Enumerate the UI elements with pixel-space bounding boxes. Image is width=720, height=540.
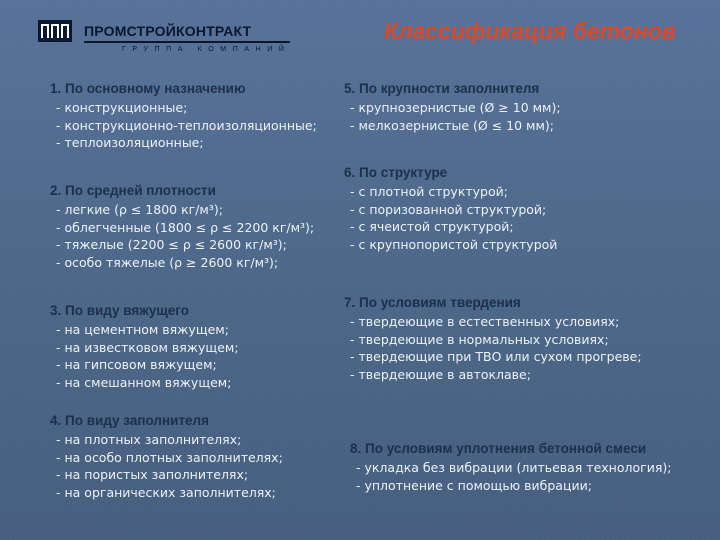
list-item: - с плотной структурой; — [350, 184, 508, 199]
logo-mark-icon — [38, 20, 72, 42]
section-structure — [344, 164, 720, 253]
section-density — [50, 182, 340, 271]
list-item: - с ячеистой структурой; — [350, 219, 514, 235]
list-item: - твердеющие при ТВО или сухом прогреве; — [350, 349, 642, 365]
list-item: - на органических заполнителях; — [56, 484, 276, 500]
section-heading: 4. По виду заполнителя — [50, 413, 210, 428]
list-item: - конструкционно-теплоизоляционные; — [56, 117, 317, 133]
list-item: - тяжелые (2200 ≤ ρ ≤ 2600 кг/м³); — [56, 237, 287, 253]
section-purpose — [50, 80, 340, 152]
slide-title: Классификация бетонов — [384, 18, 676, 44]
list-item: - крупнозернистые (Ø ≥ 10 мм); — [350, 100, 561, 115]
section-heading: 3. По виду вяжущего — [50, 303, 189, 318]
list-item: - укладка без вибрации (литьевая технология); — [356, 460, 672, 475]
list-item: - мелкозернистые (Ø ≤ 10 мм); — [350, 117, 555, 133]
section-heading: 1. По основному назначению — [50, 81, 246, 96]
list-item: - теплоизоляционные; — [56, 135, 204, 151]
logo-subtitle: ГРУППА КОМПАНИЙ — [122, 46, 291, 53]
logo-name: ПРОМСТРОЙКОНТРАКТ — [84, 23, 252, 39]
list-item: - с крупнопористой структурой — [350, 236, 558, 252]
list-item: - на пористых заполнителях; — [56, 467, 249, 483]
list-item: - на гипсовом вяжущем; — [56, 357, 217, 373]
section-hardening — [344, 294, 720, 383]
section-heading: 7. По условиям твердения — [344, 295, 521, 310]
list-item: - облегченные (1800 ≤ ρ ≤ 2200 кг/м³); — [56, 219, 315, 235]
section-heading: 2. По средней плотности — [50, 183, 216, 198]
section-grain-size — [344, 80, 720, 134]
list-item: - твердеющие в нормальных условиях; — [350, 331, 609, 347]
list-item: - на известковом вяжущем; — [56, 339, 239, 355]
section-compaction — [350, 440, 710, 494]
company-logo — [38, 20, 291, 54]
logo-divider — [84, 41, 290, 43]
list-item: - твердеющие в естественных условиях; — [350, 314, 620, 329]
list-item: - на особо плотных заполнителях; — [56, 449, 283, 465]
list-item: - конструкционные; — [56, 100, 188, 115]
list-item: - легкие (ρ ≤ 1800 кг/м³); — [56, 202, 223, 217]
list-item: - с поризованной структурой; — [350, 201, 547, 217]
section-aggregate — [50, 412, 340, 501]
section-heading: 8. По условиям уплотнения бетонной смеси — [350, 441, 647, 456]
section-binder — [50, 302, 340, 391]
list-item: - на цементном вяжущем; — [56, 322, 229, 337]
list-item: - твердеющие в автоклаве; — [350, 366, 531, 382]
list-item: - на плотных заполнителях; — [56, 432, 242, 447]
list-item: - особо тяжелые (ρ ≥ 2600 кг/м³); — [56, 254, 279, 270]
list-item: - на смешанном вяжущем; — [56, 374, 232, 390]
list-item: - уплотнение с помощью вибрации; — [356, 477, 592, 493]
section-heading: 6. По структуре — [344, 165, 448, 180]
section-heading: 5. По крупности заполнителя — [344, 81, 540, 96]
